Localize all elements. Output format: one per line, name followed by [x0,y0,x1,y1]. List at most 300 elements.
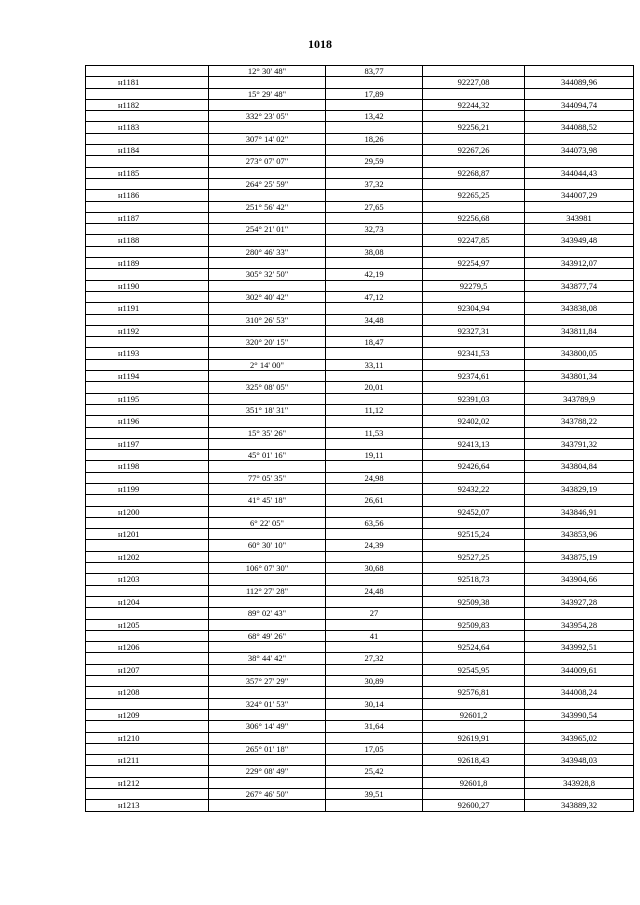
point-row [86,461,634,472]
point-cell: н1204 [86,596,209,607]
x-cell-empty [423,178,525,189]
angle-cell: 265° 01' 18" [209,743,326,754]
y-coordinate-cell: 343904,66 [525,574,634,585]
distance-cell-empty [326,438,423,449]
y-cell-empty [525,291,634,302]
angle-cell: 280° 46' 33" [209,246,326,257]
distance-cell-empty [326,167,423,178]
page-number: 1018 [308,37,332,51]
y-coordinate-cell: 343811,84 [525,325,634,336]
distance-cell: 33,11 [326,359,423,370]
segment-row [86,269,634,280]
y-coordinate-cell: 343791,32 [525,438,634,449]
distance-cell: 13,42 [326,111,423,122]
distance-cell-empty [326,122,423,133]
distance-cell-empty [326,212,423,223]
x-cell-empty [423,201,525,212]
x-cell-empty [423,743,525,754]
angle-cell-empty [209,551,326,562]
point-cell-empty [86,224,209,235]
angle-cell: 307° 14' 02" [209,133,326,144]
y-coordinate-cell: 343889,32 [525,800,634,811]
point-cell-empty [86,743,209,754]
y-cell-empty [525,721,634,732]
segment-row [86,66,634,77]
coordinates-table-body [86,66,634,812]
angle-cell: 302° 40' 42" [209,291,326,302]
x-coordinate-cell: 92545,95 [423,664,525,675]
y-coordinate-cell: 343838,08 [525,303,634,314]
x-coordinate-cell: 92426,64 [423,461,525,472]
distance-cell: 30,89 [326,676,423,687]
point-cell-empty [86,563,209,574]
point-cell-empty [86,201,209,212]
segment-row [86,743,634,754]
y-coordinate-cell: 343789,9 [525,393,634,404]
angle-cell-empty [209,416,326,427]
point-cell-empty [86,676,209,687]
segment-row [86,359,634,370]
segment-row [86,676,634,687]
x-cell-empty [423,111,525,122]
angle-cell-empty [209,167,326,178]
y-coordinate-cell: 343877,74 [525,280,634,291]
segment-row [86,427,634,438]
x-cell-empty [423,585,525,596]
point-cell-empty [86,291,209,302]
distance-cell: 19,11 [326,450,423,461]
segment-row [86,246,634,257]
point-cell: н1202 [86,551,209,562]
point-row [86,687,634,698]
segment-row [86,201,634,212]
segment-row [86,472,634,483]
segment-row [86,382,634,393]
y-cell-empty [525,472,634,483]
segment-row [86,766,634,777]
distance-cell-empty [326,574,423,585]
angle-cell: 68° 49' 26" [209,630,326,641]
point-cell: н1184 [86,145,209,156]
angle-cell: 229° 08' 49" [209,766,326,777]
segment-row [86,314,634,325]
distance-cell-empty [326,461,423,472]
point-row [86,642,634,653]
segment-row [86,608,634,619]
angle-cell-empty [209,145,326,156]
angle-cell-empty [209,755,326,766]
y-coordinate-cell: 344007,29 [525,190,634,201]
distance-cell: 27,65 [326,201,423,212]
angle-cell-empty [209,777,326,788]
distance-cell-empty [326,483,423,494]
point-cell-empty [86,314,209,325]
y-coordinate-cell: 343948,03 [525,755,634,766]
point-cell-empty [86,111,209,122]
segment-row [86,156,634,167]
point-row [86,777,634,788]
angle-cell-empty [209,348,326,359]
point-cell-empty [86,178,209,189]
distance-cell: 37,32 [326,178,423,189]
distance-cell-empty [326,258,423,269]
point-cell-empty [86,66,209,77]
segment-row [86,698,634,709]
x-coordinate-cell: 92254,97 [423,258,525,269]
distance-cell-empty [326,303,423,314]
y-cell-empty [525,653,634,664]
x-cell-empty [423,337,525,348]
distance-cell-empty [326,664,423,675]
y-cell-empty [525,156,634,167]
x-coordinate-cell: 92268,87 [423,167,525,178]
distance-cell: 11,12 [326,404,423,415]
distance-cell: 24,98 [326,472,423,483]
point-cell: н1195 [86,393,209,404]
point-cell: н1181 [86,77,209,88]
segment-row [86,88,634,99]
x-coordinate-cell: 92601,2 [423,709,525,720]
point-cell: н1209 [86,709,209,720]
distance-cell: 31,64 [326,721,423,732]
distance-cell-empty [326,506,423,517]
angle-cell: 89° 02' 43" [209,608,326,619]
x-coordinate-cell: 92601,8 [423,777,525,788]
x-cell-empty [423,314,525,325]
distance-cell: 42,19 [326,269,423,280]
y-coordinate-cell: 343949,48 [525,235,634,246]
angle-cell: 12° 30' 48" [209,66,326,77]
segment-row [86,178,634,189]
angle-cell-empty [209,190,326,201]
x-coordinate-cell: 92304,94 [423,303,525,314]
point-cell-empty [86,382,209,393]
x-cell-empty [423,404,525,415]
point-cell: н1188 [86,235,209,246]
distance-cell-empty [326,371,423,382]
y-coordinate-cell: 343800,05 [525,348,634,359]
distance-cell: 29,59 [326,156,423,167]
y-coordinate-cell: 344094,74 [525,99,634,110]
angle-cell-empty [209,483,326,494]
x-cell-empty [423,721,525,732]
point-cell: н1206 [86,642,209,653]
distance-cell-empty [326,596,423,607]
y-cell-empty [525,585,634,596]
point-cell: н1197 [86,438,209,449]
angle-cell-empty [209,258,326,269]
point-cell-empty [86,133,209,144]
point-cell: н1207 [86,664,209,675]
x-cell-empty [423,88,525,99]
angle-cell: 77° 05' 35" [209,472,326,483]
point-row [86,709,634,720]
angle-cell-empty [209,461,326,472]
distance-cell-empty [326,77,423,88]
y-coordinate-cell: 344008,24 [525,687,634,698]
point-cell: н1199 [86,483,209,494]
x-coordinate-cell: 92227,08 [423,77,525,88]
point-row [86,145,634,156]
segment-row [86,224,634,235]
x-cell-empty [423,789,525,800]
x-cell-empty [423,291,525,302]
angle-cell: 251° 56' 42" [209,201,326,212]
x-cell-empty [423,540,525,551]
x-cell-empty [423,427,525,438]
distance-cell-empty [326,348,423,359]
point-row [86,664,634,675]
point-cell: н1198 [86,461,209,472]
angle-cell-empty [209,77,326,88]
angle-cell-empty [209,280,326,291]
point-row [86,99,634,110]
angle-cell: 106° 07' 30" [209,563,326,574]
distance-cell: 63,56 [326,517,423,528]
x-cell-empty [423,246,525,257]
x-cell-empty [423,382,525,393]
y-cell-empty [525,133,634,144]
angle-cell-empty [209,619,326,630]
y-cell-empty [525,427,634,438]
y-coordinate-cell: 344009,61 [525,664,634,675]
distance-cell: 47,12 [326,291,423,302]
y-cell-empty [525,359,634,370]
point-cell: н1201 [86,529,209,540]
y-cell-empty [525,88,634,99]
angle-cell: 351° 18' 31" [209,404,326,415]
segment-row [86,721,634,732]
y-cell-empty [525,540,634,551]
y-cell-empty [525,563,634,574]
distance-cell: 27,32 [326,653,423,664]
point-cell: н1213 [86,800,209,811]
distance-cell: 18,47 [326,337,423,348]
point-cell: н1196 [86,416,209,427]
x-coordinate-cell: 92576,81 [423,687,525,698]
angle-cell: 332° 23' 05" [209,111,326,122]
point-cell-empty [86,337,209,348]
distance-cell: 17,89 [326,88,423,99]
angle-cell-empty [209,303,326,314]
x-coordinate-cell: 92402,02 [423,416,525,427]
point-row [86,122,634,133]
x-coordinate-cell: 92413,13 [423,438,525,449]
point-row [86,77,634,88]
y-coordinate-cell: 343788,22 [525,416,634,427]
distance-cell-empty [326,551,423,562]
x-cell-empty [423,766,525,777]
distance-cell-empty [326,393,423,404]
angle-cell: 41° 45' 18" [209,495,326,506]
angle-cell-empty [209,438,326,449]
angle-cell-empty [209,732,326,743]
distance-cell-empty [326,755,423,766]
x-cell-empty [423,630,525,641]
angle-cell: 273° 07' 07" [209,156,326,167]
angle-cell: 305° 32' 50" [209,269,326,280]
x-coordinate-cell: 92524,64 [423,642,525,653]
y-cell-empty [525,269,634,280]
y-cell-empty [525,495,634,506]
y-cell-empty [525,111,634,122]
y-cell-empty [525,66,634,77]
point-cell-empty [86,450,209,461]
y-coordinate-cell: 343992,51 [525,642,634,653]
point-row [86,258,634,269]
distance-cell: 32,73 [326,224,423,235]
distance-cell: 83,77 [326,66,423,77]
segment-row [86,404,634,415]
point-row [86,732,634,743]
x-coordinate-cell: 92279,5 [423,280,525,291]
point-row [86,167,634,178]
x-cell-empty [423,472,525,483]
point-cell: н1190 [86,280,209,291]
x-coordinate-cell: 92327,31 [423,325,525,336]
point-cell-empty [86,472,209,483]
angle-cell-empty [209,371,326,382]
x-coordinate-cell: 92391,03 [423,393,525,404]
y-coordinate-cell: 344073,98 [525,145,634,156]
point-cell-empty [86,766,209,777]
angle-cell-empty [209,709,326,720]
y-coordinate-cell: 343990,54 [525,709,634,720]
distance-cell: 18,26 [326,133,423,144]
x-cell-empty [423,359,525,370]
segment-row [86,585,634,596]
point-cell-empty [86,585,209,596]
y-coordinate-cell: 343912,07 [525,258,634,269]
y-cell-empty [525,314,634,325]
point-row [86,190,634,201]
distance-cell: 17,05 [326,743,423,754]
x-coordinate-cell: 92600,27 [423,800,525,811]
distance-cell: 39,51 [326,789,423,800]
point-row [86,596,634,607]
angle-cell: 264° 25' 59" [209,178,326,189]
point-row [86,755,634,766]
point-row [86,438,634,449]
y-cell-empty [525,630,634,641]
distance-cell-empty [326,642,423,653]
y-coordinate-cell: 344089,96 [525,77,634,88]
angle-cell-empty [209,212,326,223]
x-coordinate-cell: 92527,25 [423,551,525,562]
angle-cell: 310° 26' 53" [209,314,326,325]
segment-row [86,789,634,800]
distance-cell: 30,68 [326,563,423,574]
distance-cell-empty [326,529,423,540]
angle-cell-empty [209,506,326,517]
point-cell: н1211 [86,755,209,766]
x-cell-empty [423,450,525,461]
y-cell-empty [525,743,634,754]
angle-cell-empty [209,393,326,404]
angle-cell: 45° 01' 16" [209,450,326,461]
segment-row [86,111,634,122]
point-cell-empty [86,156,209,167]
angle-cell-empty [209,574,326,585]
point-cell-empty [86,789,209,800]
x-cell-empty [423,133,525,144]
y-cell-empty [525,789,634,800]
point-cell-empty [86,246,209,257]
angle-cell: 267° 46' 50" [209,789,326,800]
angle-cell-empty [209,687,326,698]
angle-cell-empty [209,99,326,110]
angle-cell: 2° 14' 00" [209,359,326,370]
point-cell: н1208 [86,687,209,698]
y-cell-empty [525,178,634,189]
point-row [86,619,634,630]
y-cell-empty [525,337,634,348]
x-coordinate-cell: 92374,61 [423,371,525,382]
point-cell-empty [86,427,209,438]
x-cell-empty [423,653,525,664]
angle-cell-empty [209,800,326,811]
point-row [86,348,634,359]
point-cell-empty [86,88,209,99]
point-cell: н1192 [86,325,209,336]
x-coordinate-cell: 92619,91 [423,732,525,743]
x-coordinate-cell: 92432,22 [423,483,525,494]
distance-cell-empty [326,416,423,427]
point-cell-empty [86,269,209,280]
segment-row [86,337,634,348]
x-coordinate-cell: 92256,21 [423,122,525,133]
point-row [86,529,634,540]
distance-cell-empty [326,280,423,291]
point-cell: н1193 [86,348,209,359]
x-cell-empty [423,269,525,280]
point-cell: н1203 [86,574,209,585]
x-coordinate-cell: 92452,07 [423,506,525,517]
x-coordinate-cell: 92247,85 [423,235,525,246]
y-cell-empty [525,698,634,709]
segment-row [86,653,634,664]
angle-cell: 254° 21' 01" [209,224,326,235]
y-cell-empty [525,404,634,415]
x-coordinate-cell: 92265,25 [423,190,525,201]
angle-cell-empty [209,122,326,133]
angle-cell: 15° 29' 48" [209,88,326,99]
point-cell: н1200 [86,506,209,517]
y-cell-empty [525,766,634,777]
point-cell: н1183 [86,122,209,133]
distance-cell: 27 [326,608,423,619]
distance-cell: 38,08 [326,246,423,257]
y-coordinate-cell: 343981 [525,212,634,223]
distance-cell-empty [326,619,423,630]
y-cell-empty [525,676,634,687]
coordinates-table [85,65,634,812]
point-row [86,800,634,811]
angle-cell: 15° 35' 26" [209,427,326,438]
y-coordinate-cell: 343829,19 [525,483,634,494]
point-cell-empty [86,359,209,370]
segment-row [86,563,634,574]
x-cell-empty [423,495,525,506]
point-cell-empty [86,404,209,415]
y-coordinate-cell: 343801,34 [525,371,634,382]
x-cell-empty [423,156,525,167]
y-coordinate-cell: 343804,84 [525,461,634,472]
distance-cell: 34,48 [326,314,423,325]
point-cell-empty [86,608,209,619]
point-row [86,371,634,382]
segment-row [86,495,634,506]
